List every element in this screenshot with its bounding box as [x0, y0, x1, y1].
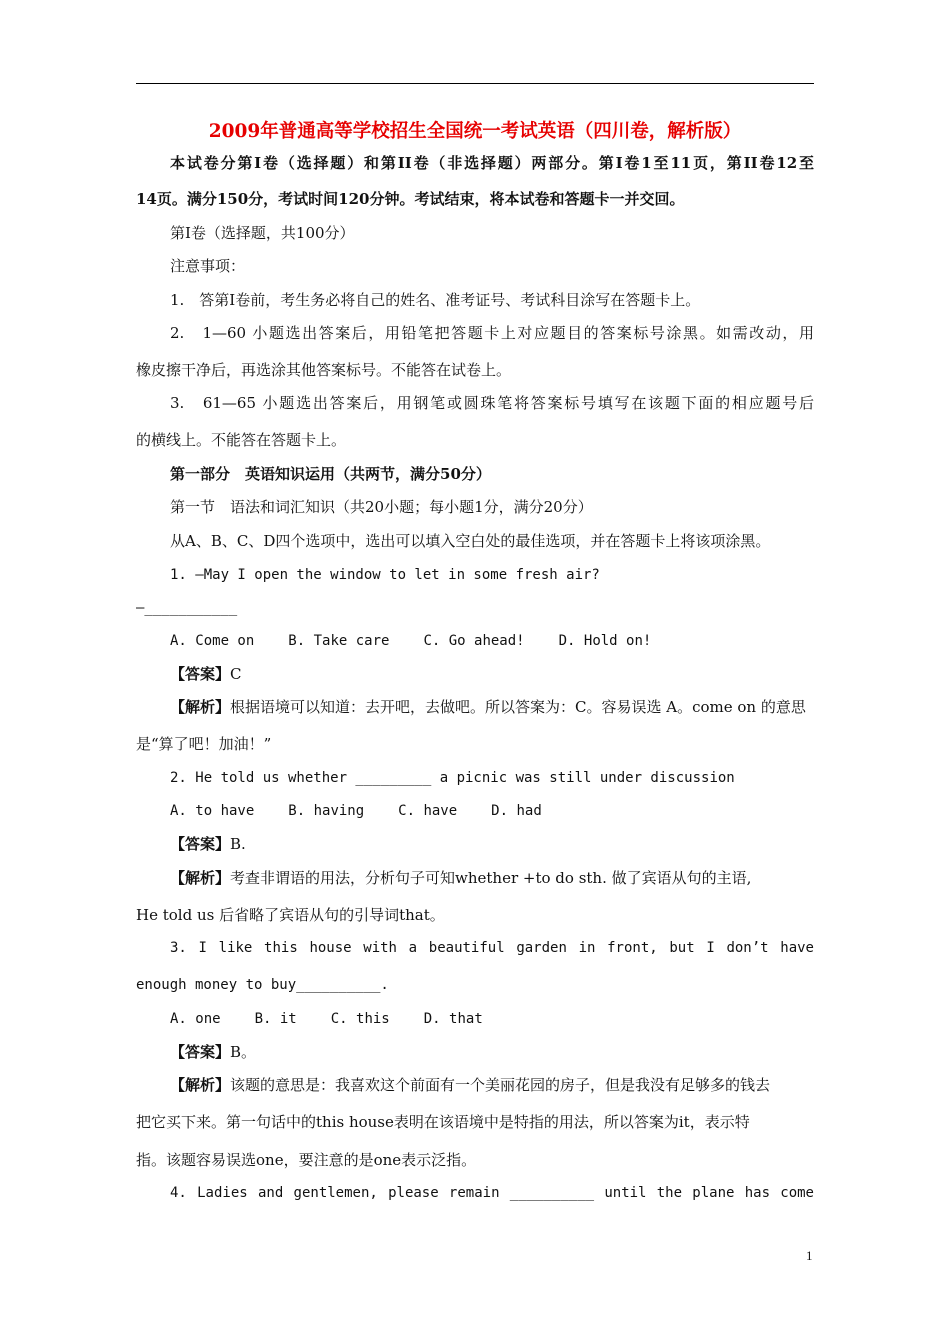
q1-analysis-label: 【解析】: [170, 698, 231, 716]
q1-analysis-text: 根据语境可以知道：去开吧，去做吧。所以答案为：C。容易误选 A。come on 的意思: [230, 698, 806, 716]
notice-2-line-1: 2. 1—60 小题选出答案后，用铅笔把答题卡上对应题目的答案标号涂黑。如需改动，用: [170, 324, 814, 342]
q3-option-d: D. that: [423, 1011, 483, 1027]
page-number: 1: [806, 1248, 813, 1263]
q3-analysis-line-2: 把它买下来。第一句话中的this house表明在该语境中是特指的用法，所以答案为it，表示特: [136, 1113, 750, 1131]
notice-label: 注意事项：: [170, 257, 246, 275]
q1-reply: —___________: [136, 600, 238, 616]
notice-3-line-1: 3. 61—65 小题选出答案后，用钢笔或圆珠笔将答案标号填写在该题下面的相应题号后: [170, 394, 814, 412]
q2-answer-label: 【答案】: [170, 835, 231, 853]
q2-option-d: D. had: [491, 803, 542, 819]
q1-analysis-line-2: 是“算了吧！加油！”: [136, 735, 272, 753]
q3-option-c: C. this: [330, 1011, 390, 1027]
q3-option-b: B. it: [254, 1011, 297, 1027]
q3-analysis-line-3: 指。该题容易误选one，要注意的是one表示泛指。: [136, 1151, 477, 1169]
notice-1: 1. 答第Ⅰ卷前，考生务必将自己的姓名、准考证号、考试科目涂写在答题卡上。: [170, 291, 701, 309]
q3-options: [170, 1009, 517, 1029]
q2-option-a: A. to have: [170, 803, 255, 819]
q1-option-b: B. Take care: [288, 633, 390, 649]
q1-stem: 1. —May I open the window to let in some fresh air?: [170, 567, 600, 583]
q2-answer: [170, 834, 246, 854]
q1-answer-value: C: [230, 665, 242, 683]
q1-analysis-line-1: [170, 697, 806, 717]
q3-analysis-text: 该题的意思是：我喜欢这个前面有一个美丽花园的房子，但是我没有足够多的钱去: [230, 1076, 771, 1094]
notice-2-line-2: 橡皮擦干净后，再选涂其他答案标号。不能答在试卷上。: [136, 361, 512, 379]
q1-option-a: A. Come on: [170, 633, 255, 649]
q2-analysis-label: 【解析】: [170, 869, 231, 887]
intro-line-2: 14页。满分150分，考试时间120分钟。考试结束，将本试卷和答题卡一并交回。: [136, 190, 685, 208]
q3-answer: [170, 1042, 256, 1062]
q4-stem-line-1: 4. Ladies and gentlemen, please remain __________ until the plane has come: [170, 1185, 814, 1201]
q3-answer-value: B。: [230, 1043, 257, 1061]
q2-analysis-line-1: [170, 868, 751, 888]
q2-analysis-line-2: He told us 后省略了宾语从句的引导词that。: [136, 906, 445, 924]
q1-answer: [170, 664, 242, 684]
q3-stem-line-2: enough money to buy__________.: [136, 977, 389, 993]
q3-option-a: A. one: [170, 1011, 221, 1027]
q3-analysis-label: 【解析】: [170, 1076, 231, 1094]
q3-analysis-line-1: [170, 1075, 770, 1095]
q2-stem: 2. He told us whether _________ a picnic was still under discussion: [170, 770, 735, 786]
page-title: 2009年普通高等学校招生全国统一考试英语（四川卷，解析版）: [208, 121, 742, 142]
notice-3-line-2: 的横线上。不能答在答题卡上。: [136, 431, 347, 449]
q2-option-c: C. have: [398, 803, 458, 819]
q1-options: [170, 631, 685, 651]
q1-option-d: D. Hold on!: [558, 633, 652, 649]
q1-answer-label: 【答案】: [170, 665, 231, 683]
intro-line-1: 本试卷分第Ⅰ卷（选择题）和第II卷（非选择题）两部分。第Ⅰ卷1至11页，第II卷12至: [170, 154, 814, 172]
section-1-heading: 第一节 语法和词汇知识（共20小题；每小题1分，满分20分）: [170, 498, 593, 516]
header-rule: [136, 83, 814, 84]
q2-option-b: B. having: [288, 803, 365, 819]
q3-stem-line-1: 3. I like this house with a beautiful garden in front, but I don’t have: [170, 940, 814, 956]
q2-analysis-text: 考查非谓语的用法，分析句子可知whether +to do sth. 做了宾语从句的主语,: [230, 869, 752, 887]
q1-option-c: C. Go ahead!: [423, 633, 525, 649]
q2-answer-value: B.: [230, 835, 246, 853]
q3-answer-label: 【答案】: [170, 1043, 231, 1061]
instruction: 从A、B、C、D四个选项中，选出可以填入空白处的最佳选项，并在答题卡上将该项涂黑。: [170, 532, 771, 550]
part1-header: 第Ⅰ卷（选择题，共100分）: [170, 224, 355, 242]
q2-options: [170, 801, 576, 821]
section-part-heading: 第一部分 英语知识运用（共两节，满分50分）: [170, 465, 491, 483]
